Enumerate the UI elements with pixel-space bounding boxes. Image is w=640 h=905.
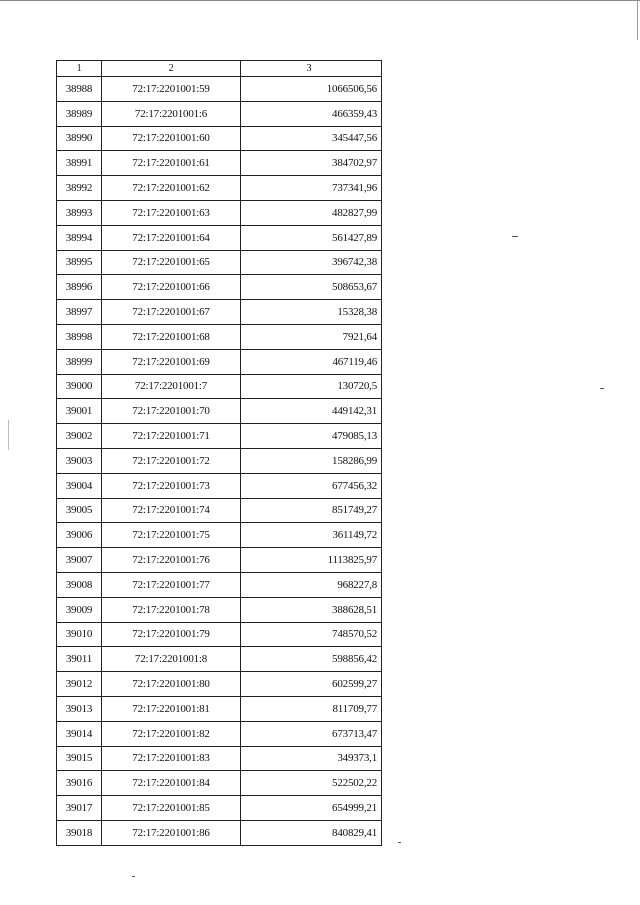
cadastral-number: 72:17:2201001:73 bbox=[102, 474, 241, 498]
value-cell: 1113825,97 bbox=[327, 554, 377, 567]
table-row bbox=[57, 474, 381, 499]
row-number: 39008 bbox=[57, 573, 102, 597]
value-cell: 811709,77 bbox=[332, 702, 377, 715]
value-cell: 677456,32 bbox=[332, 479, 377, 492]
row-number: 39002 bbox=[57, 424, 102, 448]
value-cell: 467119,46 bbox=[332, 355, 377, 368]
value-cell: 737341,96 bbox=[332, 182, 377, 195]
row-number: 39016 bbox=[57, 771, 102, 795]
value-cell: 384702,97 bbox=[332, 157, 377, 170]
table-row bbox=[57, 102, 381, 127]
table-row bbox=[57, 771, 381, 796]
table-row bbox=[57, 399, 381, 424]
row-number: 39006 bbox=[57, 523, 102, 547]
cadastral-number: 72:17:2201001:85 bbox=[102, 796, 241, 820]
cadastral-number: 72:17:2201001:81 bbox=[102, 697, 241, 721]
cadastral-number: 72:17:2201001:70 bbox=[102, 399, 241, 423]
row-number: 38994 bbox=[57, 226, 102, 250]
row-number: 38988 bbox=[57, 77, 102, 101]
row-number: 39011 bbox=[57, 647, 102, 671]
cadastral-number: 72:17:2201001:69 bbox=[102, 350, 241, 374]
table-header-row bbox=[57, 61, 381, 77]
row-number: 39003 bbox=[57, 449, 102, 473]
cadastral-number: 72:17:2201001:64 bbox=[102, 226, 241, 250]
table-row bbox=[57, 375, 381, 400]
value-cell: 851749,27 bbox=[332, 504, 377, 517]
value-cell: 349373,1 bbox=[337, 752, 377, 765]
cadastral-number: 72:17:2201001:78 bbox=[102, 598, 241, 622]
scan-speck bbox=[512, 236, 518, 237]
row-number: 38993 bbox=[57, 201, 102, 225]
row-number: 39012 bbox=[57, 672, 102, 696]
table-row bbox=[57, 722, 381, 747]
row-number: 38998 bbox=[57, 325, 102, 349]
column-header: 3 bbox=[306, 63, 312, 74]
row-number: 38989 bbox=[57, 102, 102, 126]
row-number: 38995 bbox=[57, 251, 102, 275]
scan-speck bbox=[398, 842, 401, 843]
table-row bbox=[57, 151, 381, 176]
cadastral-number: 72:17:2201001:8 bbox=[102, 647, 241, 671]
value-cell: 7921,64 bbox=[342, 330, 377, 343]
row-number: 38996 bbox=[57, 275, 102, 299]
value-cell: 396742,38 bbox=[332, 256, 377, 269]
table-row bbox=[57, 623, 381, 648]
row-number: 38990 bbox=[57, 127, 102, 151]
row-number: 39005 bbox=[57, 499, 102, 523]
row-number: 38997 bbox=[57, 300, 102, 324]
row-number: 39009 bbox=[57, 598, 102, 622]
table-row bbox=[57, 424, 381, 449]
cadastral-number: 72:17:2201001:71 bbox=[102, 424, 241, 448]
cadastral-number: 72:17:2201001:80 bbox=[102, 672, 241, 696]
value-cell: 466359,43 bbox=[332, 107, 377, 120]
table-row bbox=[57, 77, 381, 102]
value-cell: 673713,47 bbox=[332, 727, 377, 740]
row-number: 39017 bbox=[57, 796, 102, 820]
column-header: 2 bbox=[102, 61, 241, 76]
value-cell: 158286,99 bbox=[332, 454, 377, 467]
value-cell: 482827,99 bbox=[332, 206, 377, 219]
cadastral-number: 72:17:2201001:83 bbox=[102, 747, 241, 771]
scan-edge-line bbox=[637, 0, 638, 40]
table-row bbox=[57, 201, 381, 226]
table-row bbox=[57, 821, 381, 846]
value-cell: 602599,27 bbox=[332, 678, 377, 691]
value-cell: 15328,38 bbox=[337, 306, 377, 319]
scan-speck bbox=[0, 0, 640, 1]
column-header: 1 bbox=[57, 61, 102, 76]
table-row bbox=[57, 127, 381, 152]
cadastral-number: 72:17:2201001:76 bbox=[102, 548, 241, 572]
value-cell: 840829,41 bbox=[332, 826, 377, 839]
cadastral-number: 72:17:2201001:72 bbox=[102, 449, 241, 473]
cadastral-number: 72:17:2201001:77 bbox=[102, 573, 241, 597]
cadastral-number: 72:17:2201001:67 bbox=[102, 300, 241, 324]
row-number: 38991 bbox=[57, 151, 102, 175]
cadastral-number: 72:17:2201001:6 bbox=[102, 102, 241, 126]
value-cell: 654999,21 bbox=[332, 802, 377, 814]
table-row bbox=[57, 647, 381, 672]
cadastral-number: 72:17:2201001:66 bbox=[102, 275, 241, 299]
cadastral-number: 72:17:2201001:79 bbox=[102, 623, 241, 647]
table-row bbox=[57, 275, 381, 300]
scan-speck bbox=[600, 388, 604, 389]
row-number: 39014 bbox=[57, 722, 102, 746]
table-row bbox=[57, 672, 381, 697]
cadastral-number: 72:17:2201001:7 bbox=[102, 375, 241, 399]
cadastral-number: 72:17:2201001:63 bbox=[102, 201, 241, 225]
row-number: 39004 bbox=[57, 474, 102, 498]
cadastral-number: 72:17:2201001:60 bbox=[102, 127, 241, 151]
scan-edge-line bbox=[8, 420, 9, 450]
cadastral-number: 72:17:2201001:61 bbox=[102, 151, 241, 175]
row-number: 39001 bbox=[57, 399, 102, 423]
cadastral-number: 72:17:2201001:86 bbox=[102, 821, 241, 845]
scan-speck bbox=[132, 876, 135, 877]
cadastral-number: 72:17:2201001:68 bbox=[102, 325, 241, 349]
value-cell: 479085,13 bbox=[332, 430, 377, 443]
value-cell: 522502,22 bbox=[332, 777, 377, 790]
table-row bbox=[57, 176, 381, 201]
value-cell: 508653,67 bbox=[332, 281, 377, 294]
table-row bbox=[57, 449, 381, 474]
table-row bbox=[57, 523, 381, 548]
table-row bbox=[57, 226, 381, 251]
table-row bbox=[57, 697, 381, 722]
value-cell: 598856,42 bbox=[332, 653, 377, 666]
table-row bbox=[57, 325, 381, 350]
row-number: 39015 bbox=[57, 747, 102, 771]
table-row bbox=[57, 796, 381, 821]
table-row bbox=[57, 598, 381, 623]
cadastral-number: 72:17:2201001:62 bbox=[102, 176, 241, 200]
table-row bbox=[57, 573, 381, 598]
data-table bbox=[56, 60, 382, 846]
value-cell: 1066506,56 bbox=[326, 82, 377, 95]
table-row bbox=[57, 300, 381, 325]
table-row bbox=[57, 350, 381, 375]
table-row bbox=[57, 548, 381, 573]
value-cell: 345447,56 bbox=[332, 132, 377, 145]
table-row bbox=[57, 499, 381, 524]
row-number: 39010 bbox=[57, 623, 102, 647]
cadastral-number: 72:17:2201001:75 bbox=[102, 523, 241, 547]
table-row bbox=[57, 251, 381, 276]
value-cell: 130720,5 bbox=[337, 380, 377, 393]
cadastral-number: 72:17:2201001:84 bbox=[102, 771, 241, 795]
row-number: 39007 bbox=[57, 548, 102, 572]
row-number: 38992 bbox=[57, 176, 102, 200]
row-number: 38999 bbox=[57, 350, 102, 374]
cadastral-number: 72:17:2201001:59 bbox=[102, 77, 241, 101]
row-number: 39000 bbox=[57, 375, 102, 399]
row-number: 39018 bbox=[57, 821, 102, 845]
value-cell: 968227,8 bbox=[337, 578, 377, 591]
cadastral-number: 72:17:2201001:74 bbox=[102, 499, 241, 523]
row-number: 39013 bbox=[57, 697, 102, 721]
table-row bbox=[57, 747, 381, 772]
cadastral-number: 72:17:2201001:82 bbox=[102, 722, 241, 746]
value-cell: 449142,31 bbox=[332, 405, 377, 418]
value-cell: 748570,52 bbox=[332, 628, 377, 641]
value-cell: 561427,89 bbox=[332, 231, 377, 244]
value-cell: 361149,72 bbox=[332, 529, 377, 542]
value-cell: 388628,51 bbox=[332, 603, 377, 616]
cadastral-number: 72:17:2201001:65 bbox=[102, 251, 241, 275]
